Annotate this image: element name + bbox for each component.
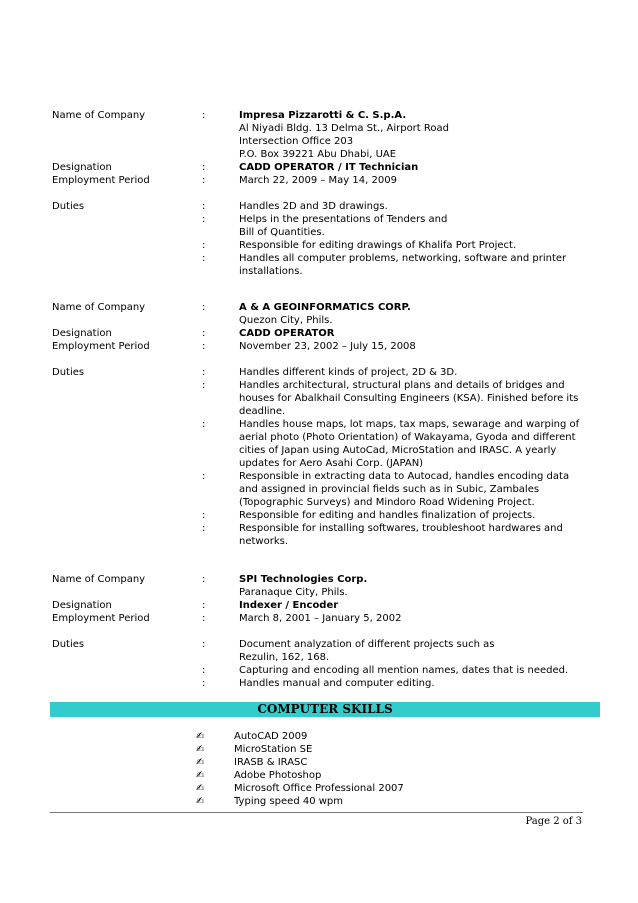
field-value: cities of Japan using AutoCad, MicroStation and IRASC. A yearly xyxy=(239,445,557,456)
job-entry xyxy=(52,301,600,548)
duty-line xyxy=(52,651,600,664)
duty-line xyxy=(52,457,600,470)
duty-line xyxy=(52,418,600,431)
duty-line xyxy=(52,379,600,392)
colon-separator: : xyxy=(202,678,206,689)
field-value: Responsible for editing and handles finalization of projects. xyxy=(239,510,536,521)
field-value: Handles 2D and 3D drawings. xyxy=(239,201,388,212)
footer-divider xyxy=(50,812,583,813)
field-value: Handles manual and computer editing. xyxy=(239,678,435,689)
field-value: (Topographic Surveys) and Mindoro Road Widening Project. xyxy=(239,497,535,508)
field-value: CADD OPERATOR xyxy=(239,328,335,339)
field-value: Handles house maps, lot maps, tax maps, sewarage and warping of xyxy=(239,419,580,430)
writing-hand-icon: ✍ xyxy=(196,757,205,768)
field-label: Name of Company xyxy=(52,110,146,121)
duty-line xyxy=(52,496,600,509)
duty-line xyxy=(52,470,600,483)
spacer xyxy=(52,187,600,200)
colon-separator: : xyxy=(202,214,206,225)
colon-separator: : xyxy=(202,639,206,650)
writing-hand-icon: ✍ xyxy=(196,796,205,807)
designation-row xyxy=(52,161,600,174)
duty-line xyxy=(52,265,600,278)
field-label: Duties xyxy=(52,639,85,650)
colon-separator: : xyxy=(202,328,206,339)
field-value: Quezon City, Phils. xyxy=(239,315,333,326)
address-line xyxy=(52,314,600,327)
field-label: Name of Company xyxy=(52,574,146,585)
field-value: March 22, 2009 – May 14, 2009 xyxy=(239,175,397,186)
field-value: Responsible in extracting data to Autocad, handles encoding data xyxy=(239,471,570,482)
colon-separator: : xyxy=(202,253,206,264)
field-value: Capturing and encoding all mention names, dates that is needed. xyxy=(239,665,569,676)
field-value: Helps in the presentations of Tenders and xyxy=(239,214,448,225)
skill-label: Typing speed 40 wpm xyxy=(234,796,344,807)
field-value: CADD OPERATOR / IT Technician xyxy=(239,162,419,173)
field-value: Responsible for editing drawings of Khalifa Port Project. xyxy=(239,240,517,251)
skill-label: MicroStation SE xyxy=(234,744,313,755)
field-value: Handles all computer problems, networking, software and printer xyxy=(239,253,567,264)
page-number: Page 2 of 3 xyxy=(525,816,582,827)
colon-separator: : xyxy=(202,240,206,251)
field-label: Name of Company xyxy=(52,302,146,313)
field-label: Employment Period xyxy=(52,341,150,352)
field-value: Handles architectural, structural plans and details of bridges and xyxy=(239,380,565,391)
field-value: Rezulin, 162, 168. xyxy=(239,652,330,663)
writing-hand-icon: ✍ xyxy=(196,731,205,742)
skill-label: Microsoft Office Professional 2007 xyxy=(234,783,404,794)
colon-separator: : xyxy=(202,523,206,534)
field-value: Paranaque City, Phils. xyxy=(239,587,348,598)
skill-label: AutoCAD 2009 xyxy=(234,731,308,742)
colon-separator: : xyxy=(202,600,206,611)
period-row xyxy=(52,612,600,625)
field-label: Designation xyxy=(52,600,112,611)
duty-line xyxy=(52,483,600,496)
duty-line xyxy=(52,405,600,418)
duty-line xyxy=(52,431,600,444)
field-value: houses for Abalkhail Consulting Engineers (KSA). Finished before its xyxy=(239,393,579,404)
colon-separator: : xyxy=(202,367,206,378)
colon-separator: : xyxy=(202,162,206,173)
colon-separator: : xyxy=(202,613,206,624)
address-line xyxy=(52,148,600,161)
colon-separator: : xyxy=(202,471,206,482)
address-line xyxy=(52,135,600,148)
duty-line xyxy=(52,239,600,252)
duty-line xyxy=(52,509,600,522)
duty-line xyxy=(52,522,600,535)
period-row xyxy=(52,174,600,187)
field-label: Designation xyxy=(52,328,112,339)
field-value: SPI Technologies Corp. xyxy=(239,574,368,585)
designation-row xyxy=(52,599,600,612)
field-value: November 23, 2002 – July 15, 2008 xyxy=(239,341,416,352)
field-value: Al Niyadi Bldg. 13 Delma St., Airport Road xyxy=(239,123,449,134)
field-value: March 8, 2001 – January 5, 2002 xyxy=(239,613,402,624)
skill-label: Adobe Photoshop xyxy=(234,770,322,781)
colon-separator: : xyxy=(202,574,206,585)
field-value: Impresa Pizzarotti & C. S.p.A. xyxy=(239,110,407,121)
field-value: networks. xyxy=(239,536,288,547)
colon-separator: : xyxy=(202,110,206,121)
colon-separator: : xyxy=(202,302,206,313)
field-value: P.O. Box 39221 Abu Dhabi, UAE xyxy=(239,149,397,160)
duty-line xyxy=(52,677,600,690)
duty-line xyxy=(52,226,600,239)
writing-hand-icon: ✍ xyxy=(196,770,205,781)
field-value: updates for Aero Asahi Corp. (JAPAN) xyxy=(239,458,424,469)
colon-separator: : xyxy=(202,201,206,212)
duty-line xyxy=(52,252,600,265)
field-label: Duties xyxy=(52,201,85,212)
address-line xyxy=(52,586,600,599)
field-value: Intersection Office 203 xyxy=(239,136,354,147)
field-value: Document analyzation of different projects such as xyxy=(239,639,495,650)
address-line xyxy=(52,122,600,135)
colon-separator: : xyxy=(202,380,206,391)
field-value: Indexer / Encoder xyxy=(239,600,339,611)
duty-line xyxy=(52,213,600,226)
field-value: aerial photo (Photo Orientation) of Wakayama, Gyoda and different xyxy=(239,432,576,443)
duty-line xyxy=(52,392,600,405)
colon-separator: : xyxy=(202,419,206,430)
field-value: and assigned in provincial fields such as in Subic, Zambales xyxy=(239,484,540,495)
duty-line xyxy=(52,200,600,213)
skill-label: IRASB & IRASC xyxy=(234,757,308,768)
colon-separator: : xyxy=(202,175,206,186)
job-entry xyxy=(52,573,600,690)
field-label: Employment Period xyxy=(52,613,150,624)
field-value: A & A GEOINFORMATICS CORP. xyxy=(239,302,411,313)
spacer xyxy=(52,353,600,366)
designation-row xyxy=(52,327,600,340)
duty-line xyxy=(52,366,600,379)
company-row xyxy=(52,109,600,122)
field-value: Responsible for installing softwares, troubleshoot hardwares and xyxy=(239,523,563,534)
field-value: deadline. xyxy=(239,406,286,417)
duty-line xyxy=(52,664,600,677)
field-value: Bill of Quantities. xyxy=(239,227,325,238)
job-entry xyxy=(52,109,600,278)
writing-hand-icon: ✍ xyxy=(196,783,205,794)
duty-line xyxy=(52,638,600,651)
period-row xyxy=(52,340,600,353)
spacer xyxy=(52,625,600,638)
field-value: Handles different kinds of project, 2D & 3D. xyxy=(239,367,458,378)
company-row xyxy=(52,301,600,314)
company-row xyxy=(52,573,600,586)
field-label: Designation xyxy=(52,162,112,173)
colon-separator: : xyxy=(202,341,206,352)
field-label: Employment Period xyxy=(52,175,150,186)
duty-line xyxy=(52,444,600,457)
duty-line xyxy=(52,535,600,548)
field-label: Duties xyxy=(52,367,85,378)
field-value: installations. xyxy=(239,266,303,277)
colon-separator: : xyxy=(202,665,206,676)
colon-separator: : xyxy=(202,510,206,521)
computer-skills-heading: COMPUTER SKILLS xyxy=(50,702,600,717)
writing-hand-icon: ✍ xyxy=(196,744,205,755)
